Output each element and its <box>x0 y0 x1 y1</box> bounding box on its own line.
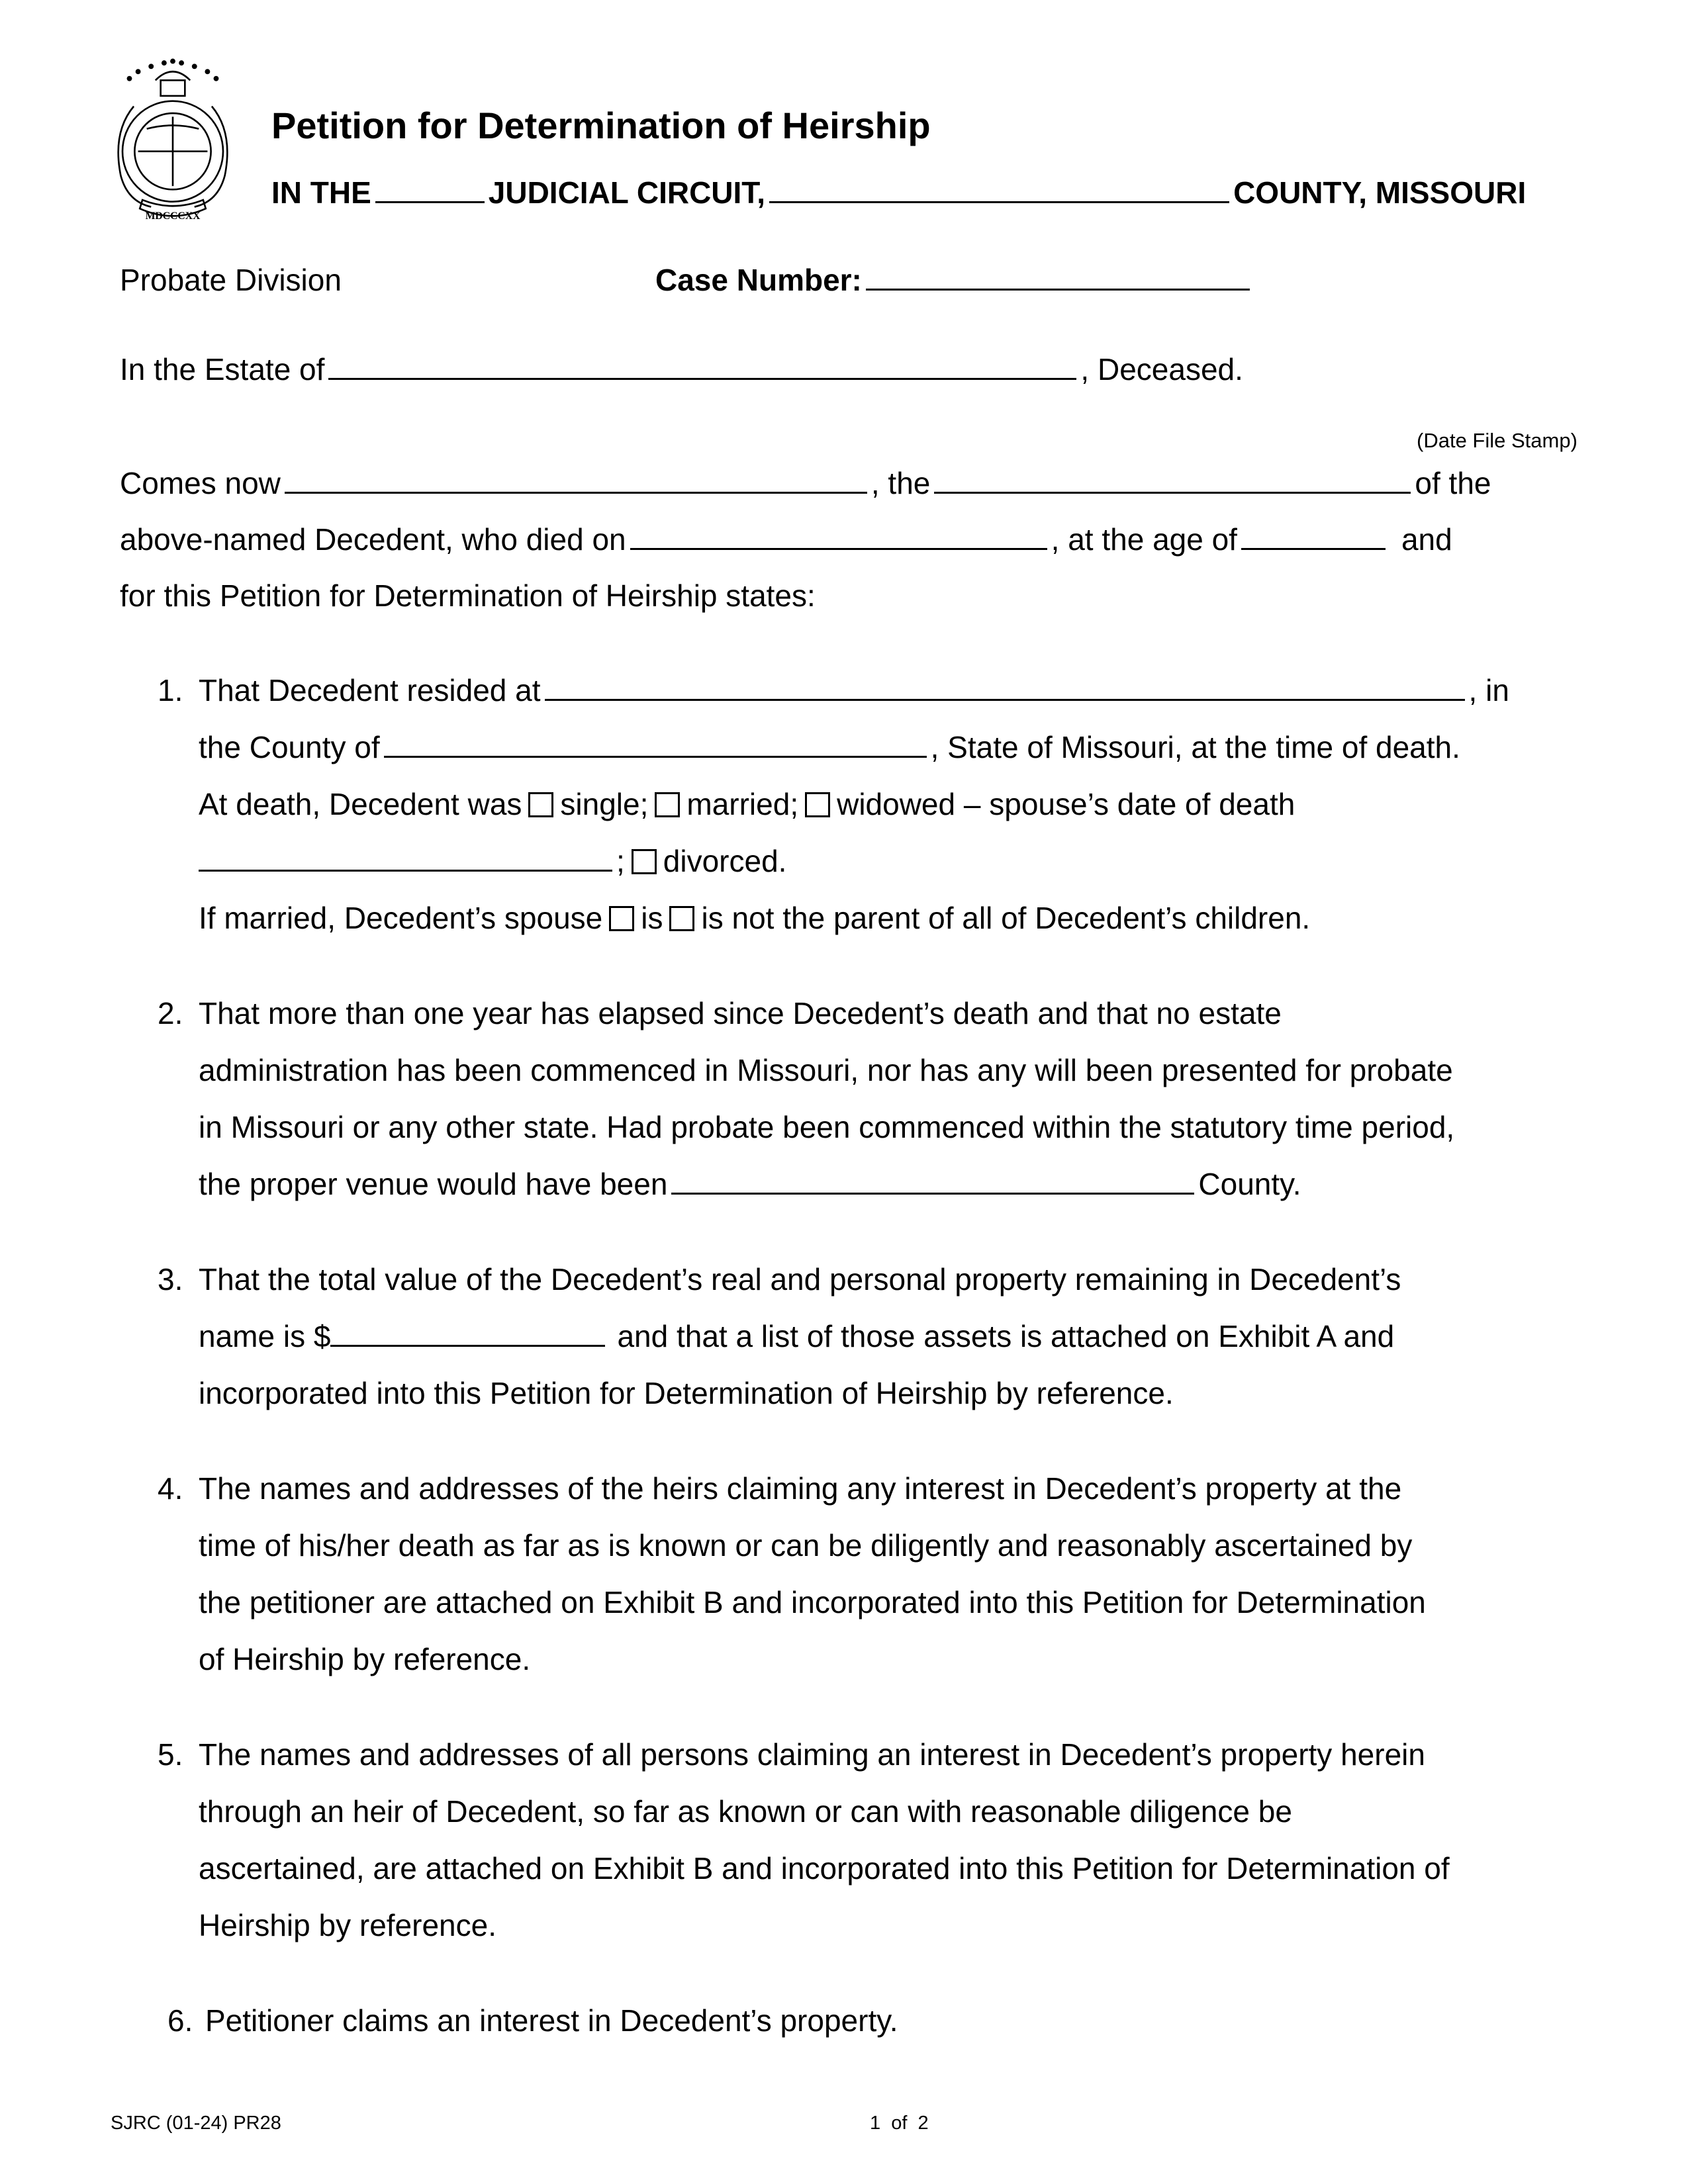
circuit-number-blank[interactable] <box>375 201 485 203</box>
divorced-label: divorced. <box>663 844 787 878</box>
intro-line-1 <box>120 468 1491 498</box>
decedent-name-blank[interactable] <box>328 377 1076 380</box>
single-checkbox[interactable] <box>528 792 553 817</box>
item-5-line-2: through an heir of Decedent, so far as known or can with reasonable diligence be <box>199 1794 1292 1829</box>
intro-line-2 <box>120 524 1452 555</box>
divorced-checkbox[interactable] <box>632 849 657 874</box>
svg-text:MDCCCXX: MDCCCXX <box>145 210 201 222</box>
resided-at-label: That Decedent resided at <box>199 673 541 707</box>
item-2-number: 2. <box>158 996 183 1030</box>
married-checkbox[interactable] <box>655 792 680 817</box>
in-the-label: IN THE <box>271 175 371 210</box>
page-title: Petition for Determination of Heirship <box>271 105 931 146</box>
item-2-line-3: in Missouri or any other state. Had probate been commenced within the statutory time period, <box>199 1110 1455 1144</box>
age-blank[interactable] <box>1241 547 1386 550</box>
exhibit-a-text: and that a list of those assets is attached on Exhibit A and <box>617 1319 1395 1353</box>
item-6-number: 6. <box>167 2003 193 2038</box>
item-6-text: Petitioner claims an interest in Decedent’s property. <box>205 2003 898 2038</box>
date-of-death-blank[interactable] <box>630 547 1047 550</box>
item-2-line-1: That more than one year has elapsed since Decedent’s death and that no estate <box>199 996 1282 1030</box>
residence-county-blank[interactable] <box>384 755 927 758</box>
comes-now-label: Comes now <box>120 466 281 500</box>
missouri-state-seal-icon <box>86 54 259 228</box>
if-married-label: If married, Decedent’s spouse <box>199 901 603 935</box>
county-of-label: the County of <box>199 730 380 764</box>
and-label: and <box>1401 522 1452 557</box>
of-the-label: of the <box>1415 466 1491 500</box>
item-4-line-4: of Heirship by reference. <box>199 1642 531 1676</box>
item-2-line-2: administration has been commenced in Missouri, nor has any will been presented for probate <box>199 1053 1453 1087</box>
intro-line-3: for this Petition for Determination of Heirship states: <box>120 578 816 613</box>
semicolon: ; <box>616 844 625 878</box>
at-death-label: At death, Decedent was <box>199 787 522 821</box>
venue-county-blank[interactable] <box>671 1192 1194 1195</box>
page-number: 1 of 2 <box>870 2113 929 2134</box>
item-1-line-2 <box>199 732 1460 762</box>
estate-suffix: , Deceased. <box>1080 352 1243 387</box>
single-label: single; <box>560 787 649 821</box>
item-3-line-1: That the total value of the Decedent’s real and personal property remaining in Decedent’s <box>199 1262 1401 1297</box>
item-4-line-1: The names and addresses of the heirs claiming any interest in Decedent’s property at the <box>199 1471 1402 1506</box>
county-missouri-label: COUNTY, MISSOURI <box>1233 175 1527 210</box>
item-5-line-1: The names and addresses of all persons claiming an interest in Decedent’s property herein <box>199 1737 1425 1772</box>
item-1-line-3 <box>199 789 1295 819</box>
item-3-line-2 <box>199 1321 1394 1351</box>
county-name-blank[interactable] <box>769 201 1229 203</box>
venue-label: the proper venue would have been <box>199 1167 668 1201</box>
value-label: name is $ <box>199 1319 331 1353</box>
case-number-row <box>655 265 1254 295</box>
in-label: , in <box>1468 673 1509 707</box>
age-label: , at the age of <box>1051 522 1237 557</box>
item-5-line-4: Heirship by reference. <box>199 1908 496 1942</box>
item-2-line-4 <box>199 1169 1301 1199</box>
the-label: , the <box>871 466 931 500</box>
item-5-line-3: ascertained, are attached on Exhibit B and incorporated into this Petition for Determination of <box>199 1851 1450 1886</box>
county-suffix: County. <box>1198 1167 1301 1201</box>
died-on-label: above-named Decedent, who died on <box>120 522 626 557</box>
is-not-label: is not the parent of all of Decedent’s children. <box>701 901 1311 935</box>
form-id: SJRC (01-24) PR28 <box>111 2113 281 2134</box>
is-label: is <box>641 901 663 935</box>
property-value-blank[interactable] <box>330 1344 605 1347</box>
spouse-is-not-parent-checkbox[interactable] <box>669 906 694 931</box>
petitioner-name-blank[interactable] <box>285 491 867 494</box>
relationship-blank[interactable] <box>934 491 1411 494</box>
spouse-is-parent-checkbox[interactable] <box>609 906 634 931</box>
item-5-number: 5. <box>158 1737 183 1772</box>
estate-row <box>120 354 1243 385</box>
item-1-line-5 <box>199 903 1310 933</box>
item-3-line-3: incorporated into this Petition for Determination of Heirship by reference. <box>199 1376 1174 1410</box>
item-1-line-1 <box>199 675 1509 705</box>
judicial-circuit-label: JUDICIAL CIRCUIT, <box>488 175 766 210</box>
item-4-line-2: time of his/her death as far as is known or can be diligently and reasonably ascertained by <box>199 1528 1413 1563</box>
item-1-line-4 <box>199 846 786 876</box>
estate-prefix: In the Estate of <box>120 352 325 387</box>
circuit-line <box>271 177 1526 208</box>
case-number-blank[interactable] <box>866 288 1250 291</box>
item-3-number: 3. <box>158 1262 183 1297</box>
widowed-checkbox[interactable] <box>805 792 830 817</box>
item-4-number: 4. <box>158 1471 183 1506</box>
spouse-death-date-blank[interactable] <box>199 869 612 872</box>
item-1-number: 1. <box>158 673 183 707</box>
state-label: , State of Missouri, at the time of death. <box>930 730 1460 764</box>
residence-address-blank[interactable] <box>545 698 1465 701</box>
widowed-label: widowed – spouse’s date of death <box>837 787 1295 821</box>
date-file-stamp: (Date File Stamp) <box>1417 429 1577 452</box>
married-label: married; <box>686 787 799 821</box>
probate-division: Probate Division <box>120 263 342 297</box>
case-number-label: Case Number: <box>655 263 862 297</box>
item-4-line-3: the petitioner are attached on Exhibit B and incorporated into this Petition for Determination <box>199 1585 1426 1619</box>
